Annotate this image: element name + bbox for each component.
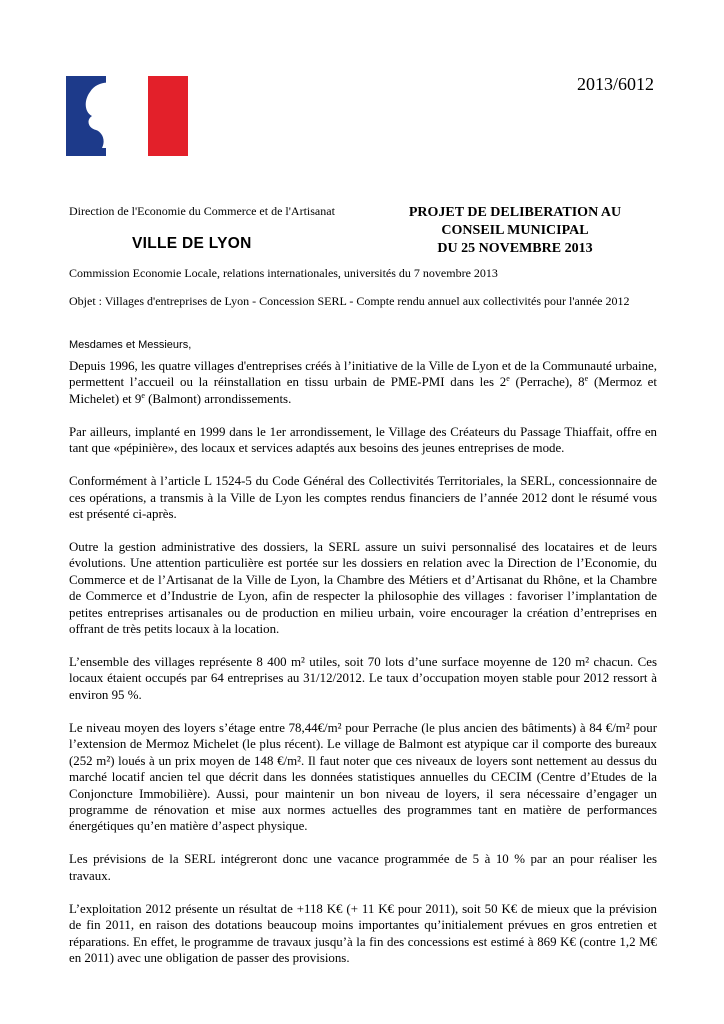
paragraph: Par ailleurs, implanté en 1999 dans le 1er arrondissement, le Village des Créateurs du Passage Thiaffait, offre en tant que «pépinière», des locaux et services adaptés aux besoins des jeunes entreprises de mode. [69, 424, 657, 456]
paragraph: L’ensemble des villages représente 8 400 m² utiles, soit 70 lots d’une surface moyenne de 120 m² chacun. Ces locaux étaient occupés par 64 entreprises au 31/12/2012. Le taux d’occupation moyen stable pour 2012 ressort à environ 95 %. [69, 655, 657, 702]
paragraph: Les prévisions de la SERL intégreront donc une vacance programmée de 5 à 10 % par an pour réaliser les travaux. [69, 852, 657, 883]
paragraph: Conformément à l’article L 1524-5 du Code Général des Collectivités Territoriales, la SERL, concessionnaire de ces opérations, a transmis à la Ville de Lyon les comptes rendus financiers de l’année 2012 dont le résumé vous est présenté ci-après. [69, 474, 657, 522]
projet-title-line: DU 25 NOVEMBRE 2013 [437, 241, 593, 256]
paragraph: Le niveau moyen des loyers s’étage entre 78,44€/m² pour Perrache (le plus ancien des bâtiments) à 84 €/m² pour l’extension de Mermoz Michelet (le plus récent). Le village de Balmont est atypique car il comporte des bureaux (252 m²) loués à un prix moyen de 148 €/m². Il faut noter que ces niveaux de loyers sont nettement au dessus du marché locatif ancien tel que décrit dans les données statistiques annuelles du CECIM (Centre d’Etudes de la Conjoncture Immobilière). Aussi, pour maintenir un bon niveau de loyers, il sera nécessaire d’engager un programme de rénovation et mise aux normes actuelles des programmes tant en matière de performances énergétiques qu’en matière d’aspect physique. [69, 720, 657, 834]
paragraph: L’exploitation 2012 présente un résultat de +118 K€ (+ 11 K€ pour 2011), soit 50 K€ de mieux que la prévision de fin 2011, en raison des dotations beaucoup moins importantes qu’initialement prévues en gros entretien et réparations. En effet, le programme de travaux jusqu’à la fin des concessions est estimé à 869 K€ (contre 1,2 M€ en 2011) avec une obligation de passer des provisions. [69, 901, 657, 965]
projet-title [380, 204, 650, 258]
document-body [69, 358, 657, 983]
projet-title-line: PROJET DE DELIBERATION AU [408, 205, 622, 220]
document-number: 2013/6012 [576, 74, 654, 94]
salutation: Mesdames et Messieurs, [69, 339, 192, 351]
direction-label: Direction de l'Economie du Commerce et de l'Artisanat [69, 204, 335, 218]
logo-text: VILLE DE LYON [132, 235, 252, 252]
paragraph: Depuis 1996, les quatre villages d'entreprises créés à l’initiative de la Ville de Lyon et de la Communauté urbaine, permettent l’accueil ou la réinstallation en tissu urbain de PME-PMI dans les 2e (Perrache), 8e (Mermoz et Michelet) et 9e (Balmont) arrondissements. [69, 359, 657, 406]
commission-line: Commission Economie Locale, relations internationales, universités du 7 novembre 2013 [69, 266, 498, 280]
objet-line: Objet : Villages d'entreprises de Lyon - Concession SERL - Compte rendu annuel aux collectivités pour l'année 2012 [69, 294, 630, 308]
lion-emblem-icon [66, 76, 188, 156]
projet-title-line: CONSEIL MUNICIPAL [441, 223, 589, 238]
paragraph: Outre la gestion administrative des dossiers, la SERL assure un suivi personnalisé des locataires et de leurs évolutions. Une attention particulière est portée sur les dossiers en relation avec la Direction de l’Economie, du Commerce et de l’Artisanat de la Ville de Lyon, la Chambre des Métiers et d’Artisanat du Rhône, et la Chambre de Commerce et d’Industrie de Lyon, afin de respecter la philosophie des villages : favoriser l’implantation de petites entreprises artisanales ou de production en milieu urbain, voire encourager la création d’entreprises en offrant de très petits locaux à la location. [69, 540, 657, 637]
